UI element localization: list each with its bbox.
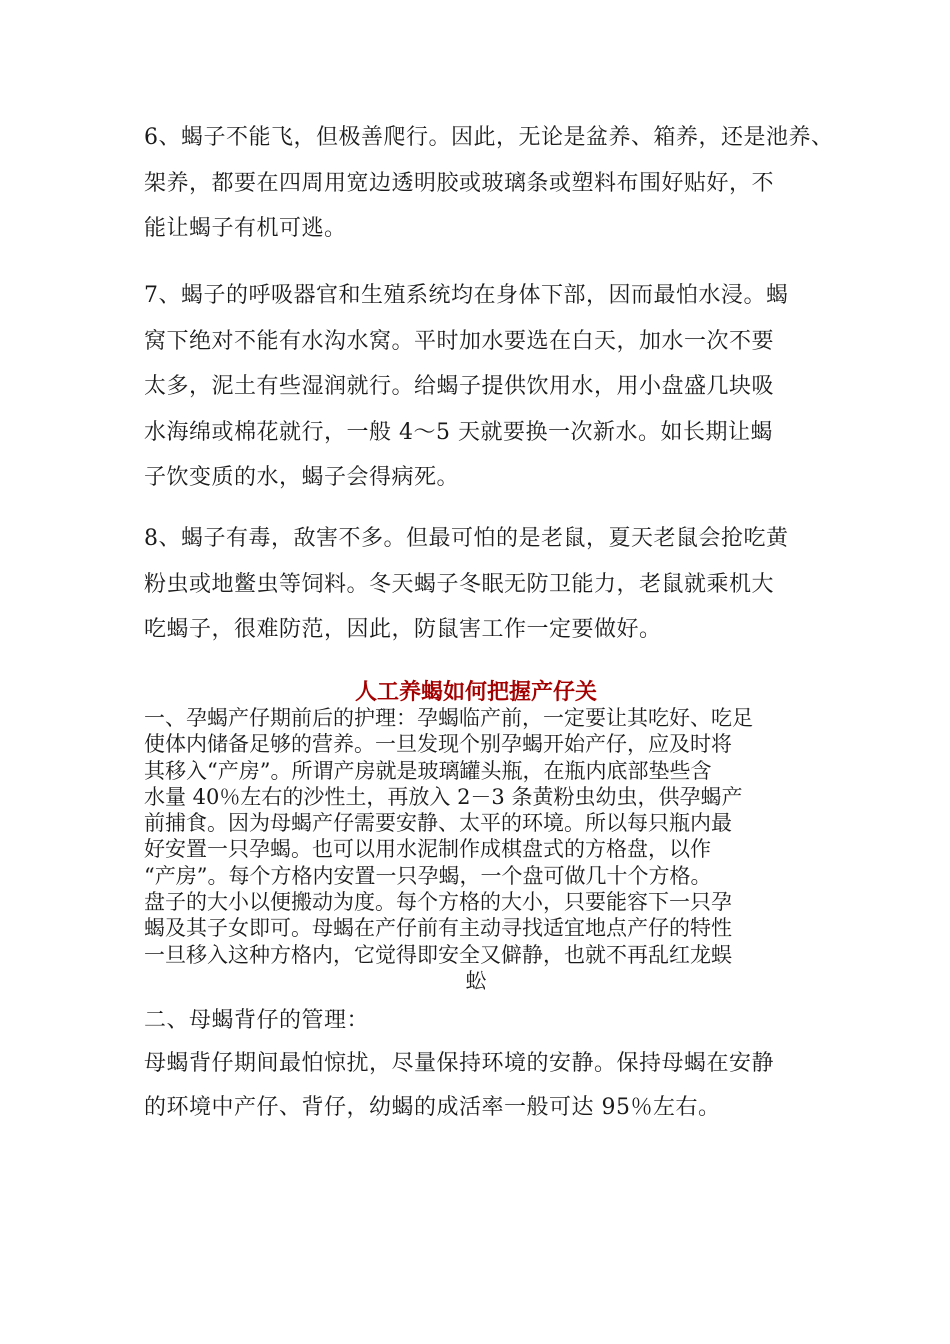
text-line: 好安置一只孕蝎。也可以用水泥制作成棋盘式的方格盘，以作: [144, 837, 711, 862]
text-line: 水量 40％左右的沙性土，再放入 2－3 条黄粉虫幼虫，供孕蝎产: [144, 784, 743, 809]
text-line: 其移入“产房”。所谓产房就是玻璃罐头瓶，在瓶内底部垫些含: [144, 758, 712, 783]
section-title: 人工养蝎如何把握产仔关: [354, 679, 597, 705]
text-line: 母蝎背仔期间最怕惊扰，尽量保持环境的安静。保持母蝎在安静: [144, 1051, 775, 1076]
text-line: 的环境中产仔、背仔，幼蝎的成活率一般可达 95％左右。: [144, 1095, 721, 1120]
text-line: 吃蝎子，很难防范，因此，防鼠害工作一定要做好。: [144, 617, 662, 642]
text-line: 架养，都要在四周用宽边透明胶或玻璃条或塑料布围好贴好，不: [144, 170, 775, 196]
text-line: 粉虫或地鳖虫等饲料。冬天蝎子冬眠无防卫能力，老鼠就乘机大: [144, 571, 775, 597]
text-line: 窝下绝对不能有水沟水窝。平时加水要选在白天，加水一次不要: [144, 328, 775, 354]
text-line: 8、蝎子有毒，敌害不多。但最可怕的是老鼠，夏天老鼠会抢吃黄: [144, 526, 789, 551]
text-line: 使体内储备足够的营养。一旦发现个别孕蝎开始产仔，应及时将: [144, 732, 732, 757]
text-line: “产房”。每个方格内安置一只孕蝎，一个盘可做几十个方格。: [144, 863, 712, 888]
text-line: 二、母蝎背仔的管理：: [144, 1008, 370, 1033]
text-line: 6、蝎子不能飞，但极善爬行。因此，无论是盆养、箱养，还是池养、: [144, 125, 834, 150]
text-line: 能让蝎子有机可逃。: [144, 216, 347, 241]
text-line: 水海绵或棉花就行，一般 4～5 天就要换一次新水。如长期让蝎: [144, 419, 773, 445]
text-line: 7、蝎子的呼吸器官和生殖系统均在身体下部，因而最怕水浸。蝎: [144, 283, 789, 308]
section-2-body: [144, 1042, 808, 1130]
text-line: 子饮变质的水，蝎子会得病死。: [144, 465, 460, 490]
paragraph-7: [144, 273, 808, 501]
section-2-heading: [144, 998, 808, 1044]
paragraph-8: [144, 516, 808, 653]
text-line: 盘子的大小以便搬动为度。每个方格的大小，只要能容下一只孕: [144, 890, 732, 915]
text-line: 太多，泥土有些湿润就行。给蝎子提供饮用水，用小盘盛几块吸: [144, 374, 775, 399]
text-line: 前捕食。因为母蝎产仔需要安静、太平的环境。所以每只瓶内最: [144, 811, 732, 836]
paragraph-6: [144, 115, 834, 252]
text-line: 一、孕蝎产仔期前后的护理：孕蝎临产前，一定要让其吃好、吃足: [144, 706, 753, 730]
text-line: 一旦移入这种方格内，它觉得即安全又僻静，也就不再乱红龙蜈: [144, 942, 732, 967]
text-line: 蝎及其子女即可。母蝎在产仔前有主动寻找适宜地点产仔的特性: [144, 916, 732, 941]
section-1-paragraph: [144, 705, 808, 994]
text-line: 蚣: [465, 968, 487, 993]
